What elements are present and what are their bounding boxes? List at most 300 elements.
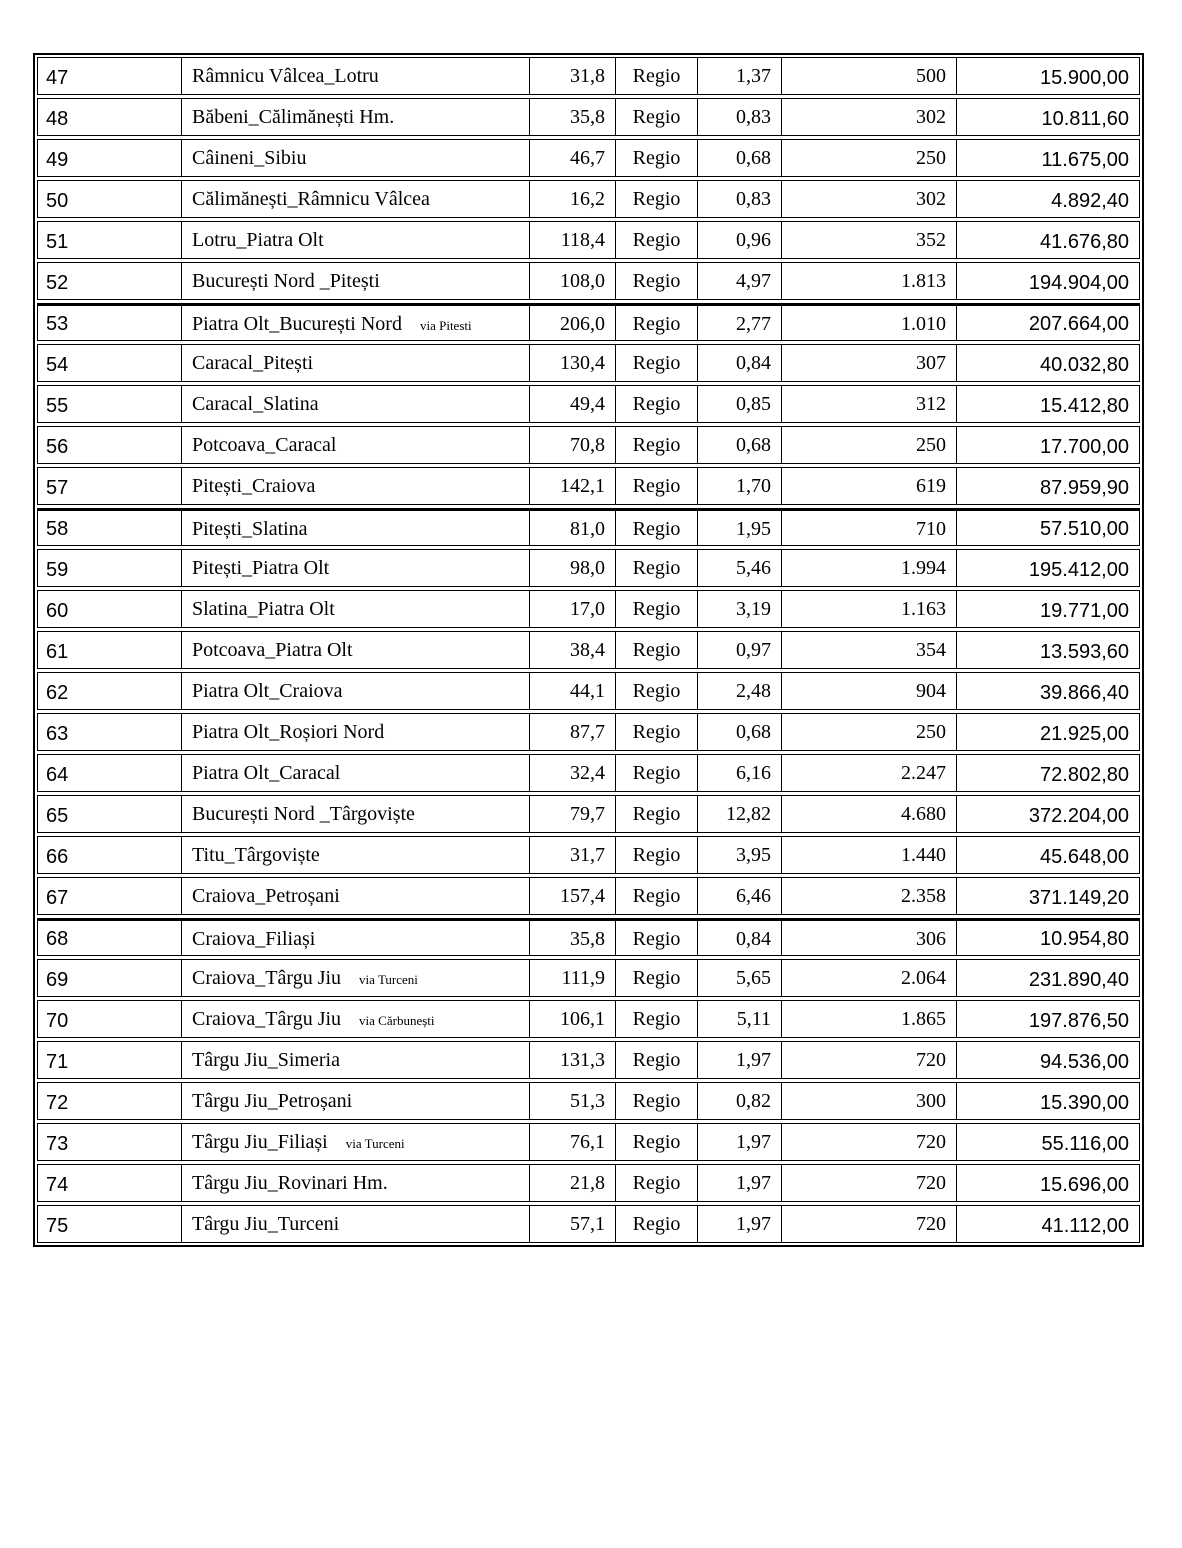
distance-km-cell [529, 98, 615, 136]
distance-km-text: 157,4 [560, 885, 605, 907]
route-text: Potcoava_Piatra Olt [192, 639, 353, 661]
route-text: Târgu Jiu_Filiași [192, 1131, 328, 1153]
route-cell [181, 221, 529, 259]
distance-km-cell [529, 713, 615, 751]
route-cell [181, 344, 529, 382]
table-row [37, 57, 1140, 95]
rate-cell [697, 836, 781, 874]
total-value-cell [956, 590, 1140, 628]
route-text: Piatra Olt_Roșiori Nord [192, 721, 385, 743]
route-cell [181, 795, 529, 833]
train-type-text: Regio [632, 598, 681, 620]
rate-cell [697, 631, 781, 669]
train-type-cell [615, 1164, 697, 1202]
train-type-cell [615, 508, 697, 546]
rate-text: 2,77 [736, 313, 771, 335]
rate-text: 1,97 [736, 1131, 771, 1153]
row-number-cell [37, 1205, 181, 1243]
row-number-cell [37, 467, 181, 505]
total-value-text: 40.032,80 [1040, 354, 1129, 376]
train-type-text: Regio [632, 1090, 681, 1112]
count-cell [781, 262, 956, 300]
table-row [37, 1082, 1140, 1120]
route-cell [181, 1082, 529, 1120]
rate-cell [697, 1205, 781, 1243]
distance-km-cell [529, 467, 615, 505]
distance-km-cell [529, 795, 615, 833]
route-cell [181, 1164, 529, 1202]
train-type-cell [615, 98, 697, 136]
table-row [37, 344, 1140, 382]
train-type-text: Regio [632, 393, 681, 415]
count-text: 1.813 [901, 270, 946, 292]
count-text: 2.358 [901, 885, 946, 907]
distance-km-cell [529, 1123, 615, 1161]
rate-text: 4,97 [736, 270, 771, 292]
route-text: Craiova_Târgu Jiu [192, 1008, 342, 1030]
count-cell [781, 508, 956, 546]
distance-km-cell [529, 836, 615, 874]
rate-text: 1,97 [736, 1049, 771, 1071]
total-value-text: 231.890,40 [1028, 969, 1129, 991]
distance-km-cell [529, 1000, 615, 1038]
route-text: Lotru_Piatra Olt [192, 229, 324, 251]
route-text: București Nord _Pitești [192, 270, 380, 292]
train-type-cell [615, 180, 697, 218]
route-text: Târgu Jiu_Rovinari Hm. [192, 1172, 388, 1194]
rate-text: 3,95 [736, 844, 771, 866]
train-type-text: Regio [632, 147, 681, 169]
count-text: 250 [916, 147, 946, 169]
total-value-text: 13.593,60 [1040, 641, 1129, 663]
total-value-cell [956, 672, 1140, 710]
count-text: 306 [916, 928, 946, 950]
rate-text: 0,84 [736, 928, 771, 950]
total-value-text: 41.112,00 [1041, 1215, 1129, 1237]
total-value-cell [956, 57, 1140, 95]
row-number-cell [37, 754, 181, 792]
rate-text: 5,11 [736, 1008, 771, 1030]
rate-cell [697, 918, 781, 956]
total-value-text: 371.149,20 [1028, 887, 1129, 909]
total-value-text: 372.204,00 [1028, 805, 1129, 827]
rate-cell [697, 262, 781, 300]
count-text: 720 [916, 1213, 946, 1235]
total-value-text: 207.664,00 [1028, 313, 1129, 335]
count-text: 1.163 [901, 598, 946, 620]
route-text: Târgu Jiu_Petroșani [192, 1090, 353, 1112]
row-number-text: 59 [46, 559, 69, 581]
rate-cell [697, 1164, 781, 1202]
train-type-text: Regio [632, 885, 681, 907]
count-text: 2.064 [901, 967, 946, 989]
rate-cell [697, 57, 781, 95]
distance-km-text: 46,7 [570, 147, 605, 169]
route-text: Caracal_Slatina [192, 393, 319, 415]
count-text: 302 [916, 106, 946, 128]
count-cell [781, 1000, 956, 1038]
route-table [37, 54, 1140, 1246]
count-cell [781, 590, 956, 628]
total-value-text: 15.900,00 [1040, 67, 1129, 89]
train-type-cell [615, 1041, 697, 1079]
rate-text: 5,65 [736, 967, 771, 989]
count-text: 1.865 [901, 1008, 946, 1030]
rate-cell [697, 590, 781, 628]
row-number-text: 74 [46, 1174, 69, 1196]
total-value-text: 45.648,00 [1040, 846, 1129, 868]
distance-km-cell [529, 1082, 615, 1120]
distance-km-text: 81,0 [570, 518, 605, 540]
count-cell [781, 918, 956, 956]
row-number-text: 68 [46, 928, 69, 950]
total-value-text: 11.675,00 [1041, 149, 1129, 171]
train-type-text: Regio [632, 352, 681, 374]
rate-text: 0,83 [736, 106, 771, 128]
table-row [37, 180, 1140, 218]
table-row [37, 1123, 1140, 1161]
total-value-text: 87.959,90 [1040, 477, 1129, 499]
train-type-cell [615, 1123, 697, 1161]
row-number-text: 55 [46, 395, 69, 417]
rate-text: 1,37 [736, 65, 771, 87]
row-number-text: 57 [46, 477, 69, 499]
train-type-cell [615, 426, 697, 464]
rate-text: 0,96 [736, 229, 771, 251]
distance-km-cell [529, 1205, 615, 1243]
train-type-cell [615, 221, 697, 259]
total-value-cell [956, 1041, 1140, 1079]
route-text: Craiova_Petroșani [192, 885, 340, 907]
table-row [37, 385, 1140, 423]
table-row [37, 918, 1140, 956]
count-text: 352 [916, 229, 946, 251]
row-number-text: 64 [46, 764, 69, 786]
distance-km-text: 51,3 [570, 1090, 605, 1112]
table-row [37, 1205, 1140, 1243]
route-text: Craiova_Târgu Jiu [192, 967, 342, 989]
train-type-text: Regio [632, 65, 681, 87]
distance-km-cell [529, 303, 615, 341]
rate-text: 12,82 [726, 803, 771, 825]
distance-km-cell [529, 508, 615, 546]
rate-cell [697, 98, 781, 136]
train-type-cell [615, 549, 697, 587]
count-text: 312 [916, 393, 946, 415]
train-type-cell [615, 672, 697, 710]
total-value-cell [956, 180, 1140, 218]
route-text: Pitești_Slatina [192, 518, 308, 540]
total-value-text: 39.866,40 [1040, 682, 1129, 704]
distance-km-text: 16,2 [570, 188, 605, 210]
table-row [37, 508, 1140, 546]
rate-text: 0,82 [736, 1090, 771, 1112]
route-cell [181, 1000, 529, 1038]
count-text: 720 [916, 1172, 946, 1194]
via-note: via Turceni [345, 1136, 405, 1151]
distance-km-text: 31,8 [570, 65, 605, 87]
table-row [37, 795, 1140, 833]
rate-text: 1,70 [736, 475, 771, 497]
count-text: 720 [916, 1131, 946, 1153]
distance-km-cell [529, 1164, 615, 1202]
total-value-cell [956, 918, 1140, 956]
distance-km-cell [529, 1041, 615, 1079]
distance-km-cell [529, 57, 615, 95]
distance-km-text: 35,8 [570, 928, 605, 950]
route-text: Pitești_Piatra Olt [192, 557, 330, 579]
row-number-text: 50 [46, 190, 69, 212]
row-number-text: 73 [46, 1133, 69, 1155]
route-table-frame [33, 53, 1144, 1247]
total-value-text: 10.954,80 [1040, 928, 1129, 950]
total-value-cell [956, 1164, 1140, 1202]
row-number-text: 56 [46, 436, 69, 458]
count-cell [781, 57, 956, 95]
total-value-text: 197.876,50 [1028, 1010, 1129, 1032]
route-text: Piatra Olt_București Nord [192, 313, 402, 335]
total-value-text: 195.412,00 [1028, 559, 1129, 581]
rate-cell [697, 549, 781, 587]
row-number-cell [37, 303, 181, 341]
distance-km-text: 130,4 [560, 352, 605, 374]
row-number-text: 65 [46, 805, 69, 827]
distance-km-text: 57,1 [570, 1213, 605, 1235]
total-value-cell [956, 631, 1140, 669]
count-text: 619 [916, 475, 946, 497]
distance-km-cell [529, 877, 615, 915]
row-number-text: 61 [46, 641, 69, 663]
route-cell [181, 139, 529, 177]
table-row [37, 426, 1140, 464]
total-value-cell [956, 139, 1140, 177]
train-type-cell [615, 590, 697, 628]
count-cell [781, 221, 956, 259]
route-text: Piatra Olt_Caracal [192, 762, 341, 784]
distance-km-text: 111,9 [561, 967, 605, 989]
route-text: Craiova_Filiași [192, 928, 316, 950]
train-type-text: Regio [632, 721, 681, 743]
count-cell [781, 1123, 956, 1161]
distance-km-cell [529, 918, 615, 956]
row-number-cell [37, 221, 181, 259]
route-text: Pitești_Craiova [192, 475, 316, 497]
route-cell [181, 1123, 529, 1161]
row-number-cell [37, 713, 181, 751]
route-cell [181, 754, 529, 792]
row-number-cell [37, 508, 181, 546]
count-text: 2.247 [901, 762, 946, 784]
count-cell [781, 98, 956, 136]
route-text: Râmnicu Vâlcea_Lotru [192, 65, 379, 87]
row-number-cell [37, 631, 181, 669]
total-value-text: 19.771,00 [1040, 600, 1129, 622]
rate-text: 1,95 [736, 518, 771, 540]
train-type-cell [615, 1082, 697, 1120]
train-type-cell [615, 344, 697, 382]
row-number-cell [37, 795, 181, 833]
rate-cell [697, 426, 781, 464]
row-number-cell [37, 1082, 181, 1120]
total-value-cell [956, 959, 1140, 997]
row-number-text: 62 [46, 682, 69, 704]
route-cell [181, 467, 529, 505]
count-cell [781, 877, 956, 915]
count-text: 720 [916, 1049, 946, 1071]
via-note: via Pitesti [419, 318, 472, 333]
rate-text: 1,97 [736, 1213, 771, 1235]
count-cell [781, 426, 956, 464]
route-cell [181, 180, 529, 218]
train-type-text: Regio [632, 967, 681, 989]
count-cell [781, 959, 956, 997]
train-type-text: Regio [632, 1008, 681, 1030]
count-cell [781, 713, 956, 751]
count-text: 300 [916, 1090, 946, 1112]
total-value-cell [956, 1123, 1140, 1161]
total-value-cell [956, 754, 1140, 792]
distance-km-cell [529, 590, 615, 628]
route-cell [181, 959, 529, 997]
row-number-text: 67 [46, 887, 69, 909]
count-text: 354 [916, 639, 946, 661]
row-number-cell [37, 836, 181, 874]
distance-km-text: 32,4 [570, 762, 605, 784]
route-cell [181, 426, 529, 464]
train-type-cell [615, 467, 697, 505]
distance-km-text: 79,7 [570, 803, 605, 825]
distance-km-cell [529, 180, 615, 218]
route-cell [181, 303, 529, 341]
distance-km-cell [529, 139, 615, 177]
count-cell [781, 1041, 956, 1079]
train-type-text: Regio [632, 434, 681, 456]
route-cell [181, 385, 529, 423]
count-cell [781, 467, 956, 505]
total-value-cell [956, 877, 1140, 915]
train-type-cell [615, 631, 697, 669]
route-cell [181, 549, 529, 587]
route-text: București Nord _Târgoviște [192, 803, 415, 825]
row-number-text: 75 [46, 1215, 69, 1237]
count-text: 1.010 [901, 313, 946, 335]
rate-text: 0,84 [736, 352, 771, 374]
distance-km-cell [529, 262, 615, 300]
total-value-cell [956, 549, 1140, 587]
total-value-cell [956, 795, 1140, 833]
row-number-text: 69 [46, 969, 69, 991]
row-number-cell [37, 139, 181, 177]
row-number-cell [37, 1123, 181, 1161]
rate-cell [697, 180, 781, 218]
row-number-text: 54 [46, 354, 69, 376]
total-value-cell [956, 1205, 1140, 1243]
distance-km-text: 17,0 [570, 598, 605, 620]
rate-cell [697, 713, 781, 751]
row-number-cell [37, 426, 181, 464]
distance-km-text: 35,8 [570, 106, 605, 128]
table-row [37, 221, 1140, 259]
train-type-cell [615, 836, 697, 874]
distance-km-cell [529, 385, 615, 423]
count-text: 1.994 [901, 557, 946, 579]
distance-km-cell [529, 672, 615, 710]
table-row [37, 959, 1140, 997]
count-text: 4.680 [901, 803, 946, 825]
train-type-cell [615, 877, 697, 915]
train-type-text: Regio [632, 475, 681, 497]
count-text: 307 [916, 352, 946, 374]
rate-cell [697, 344, 781, 382]
count-cell [781, 549, 956, 587]
distance-km-text: 142,1 [560, 475, 605, 497]
distance-km-cell [529, 344, 615, 382]
row-number-text: 60 [46, 600, 69, 622]
count-cell [781, 1164, 956, 1202]
rate-text: 1,97 [736, 1172, 771, 1194]
total-value-text: 94.536,00 [1040, 1051, 1129, 1073]
route-cell [181, 57, 529, 95]
table-row [37, 98, 1140, 136]
distance-km-text: 44,1 [570, 680, 605, 702]
train-type-cell [615, 713, 697, 751]
count-text: 250 [916, 721, 946, 743]
row-number-cell [37, 180, 181, 218]
train-type-cell [615, 795, 697, 833]
train-type-text: Regio [632, 270, 681, 292]
route-cell [181, 1041, 529, 1079]
rate-text: 3,19 [736, 598, 771, 620]
rate-text: 0,68 [736, 434, 771, 456]
table-row [37, 836, 1140, 874]
train-type-cell [615, 918, 697, 956]
route-text: Târgu Jiu_Turceni [192, 1213, 340, 1235]
table-row [37, 877, 1140, 915]
train-type-cell [615, 139, 697, 177]
row-number-cell [37, 918, 181, 956]
rate-cell [697, 1082, 781, 1120]
train-type-text: Regio [632, 1131, 681, 1153]
row-number-cell [37, 877, 181, 915]
row-number-cell [37, 672, 181, 710]
train-type-cell [615, 57, 697, 95]
distance-km-text: 108,0 [560, 270, 605, 292]
rate-cell [697, 303, 781, 341]
route-cell [181, 98, 529, 136]
table-row [37, 713, 1140, 751]
total-value-text: 194.904,00 [1028, 272, 1129, 294]
train-type-text: Regio [632, 557, 681, 579]
table-row [37, 754, 1140, 792]
train-type-text: Regio [632, 1172, 681, 1194]
rate-cell [697, 508, 781, 546]
row-number-text: 66 [46, 846, 69, 868]
route-cell [181, 713, 529, 751]
total-value-cell [956, 508, 1140, 546]
row-number-text: 52 [46, 272, 69, 294]
train-type-text: Regio [632, 518, 681, 540]
train-type-text: Regio [632, 229, 681, 251]
route-cell [181, 877, 529, 915]
route-cell [181, 508, 529, 546]
row-number-cell [37, 98, 181, 136]
count-cell [781, 1082, 956, 1120]
row-number-text: 49 [46, 149, 69, 171]
distance-km-text: 206,0 [560, 313, 605, 335]
table-row [37, 303, 1140, 341]
rate-cell [697, 959, 781, 997]
distance-km-text: 21,8 [570, 1172, 605, 1194]
